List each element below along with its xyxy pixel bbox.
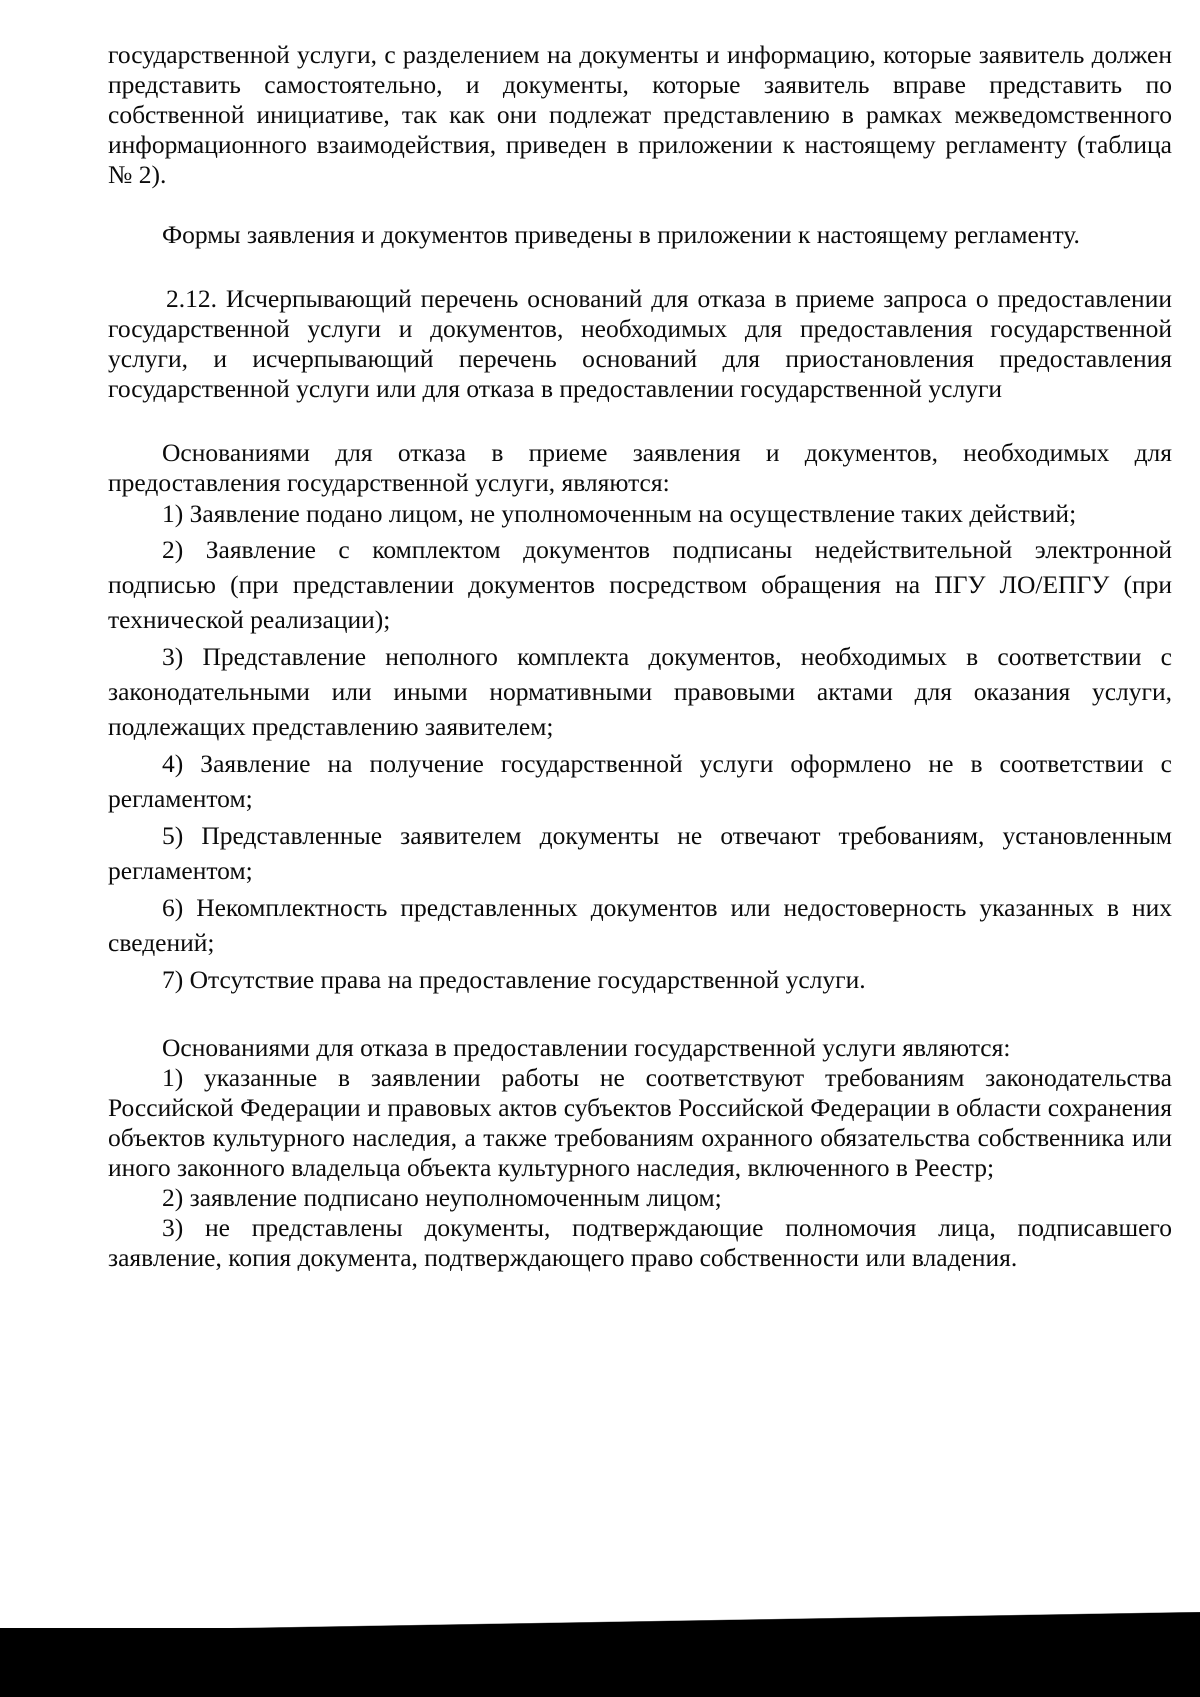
list-item: 3) не представлены документы, подтверждающие полномочия лица, подписавшего заявление, копия документа, подтверждающего право собственности или владения. [108, 1213, 1172, 1272]
refusal-service-list [108, 1063, 1172, 1273]
list-item: 2) заявление подписано неуполномоченным лицом; [162, 1183, 722, 1212]
paragraph-intro: государственной услуги, с разделением на документы и информацию, которые заявитель должен представить самостоятельно, и документы, которые заявитель вправе представить по собственной инициативе, так как они подлежат представлению в рамках межведомственного информационного взаимодействия, приведен в приложении к настоящему регламенту (таблица № 2). [108, 40, 1172, 189]
list-item: 1) указанные в заявлении работы не соответствуют требованиям законодательства Российской Федерации и правовых актов субъектов Российской Федерации в области сохранения объектов культурного наследия, а также требованиям охранного обязательства собственника или иного законного владельца объекта культурного наследия, включенного в Реестр; [108, 1063, 1172, 1182]
scan-border [0, 1628, 1200, 1697]
list-item: 1) Заявление подано лицом, не уполномоченным на осуществление таких действий; [162, 499, 1077, 528]
section-heading-2-12: 2.12. Исчерпывающий перечень оснований для отказа в приеме запроса о предоставлении государственной услуги и документов, необходимых для предоставления государственной услуги, и исчерпывающий перечень оснований для приостановления предоставления государственной услуги или для отказа в предоставлении государственной услуги [108, 284, 1172, 403]
list-item: 7) Отсутствие права на предоставление государственной услуги. [162, 965, 866, 994]
paragraph-forms: Формы заявления и документов приведены в приложении к настоящему регламенту. [162, 220, 1080, 249]
list-item: 2) Заявление с комплектом документов подписаны недействительной электронной подписью (при представлении документов посредством обращения на ПГУ ЛО/ЕПГУ (при технической реализации); [108, 535, 1172, 634]
refusal-service-intro: Основаниями для отказа в предоставлении государственной услуги являются: [162, 1033, 1011, 1062]
refusal-acceptance-intro: Основаниями для отказа в приеме заявления и документов, необходимых для предоставления государственной услуги, являются: [108, 438, 1172, 497]
list-item: 6) Некомплектность представленных документов или недостоверность указанных в них сведений; [108, 893, 1172, 957]
refusal-acceptance-list [108, 498, 1172, 997]
list-item: 3) Представление неполного комплекта документов, необходимых в соответствии с законодательными или иными нормативными правовыми актами для оказания услуги, подлежащих представлению заявителем; [108, 642, 1172, 741]
list-item: 5) Представленные заявителем документы не отвечают требованиям, установленным регламентом; [108, 821, 1172, 885]
document-body [108, 40, 1172, 1273]
list-item: 4) Заявление на получение государственной услуги оформлено не в соответствии с регламентом; [108, 749, 1172, 813]
